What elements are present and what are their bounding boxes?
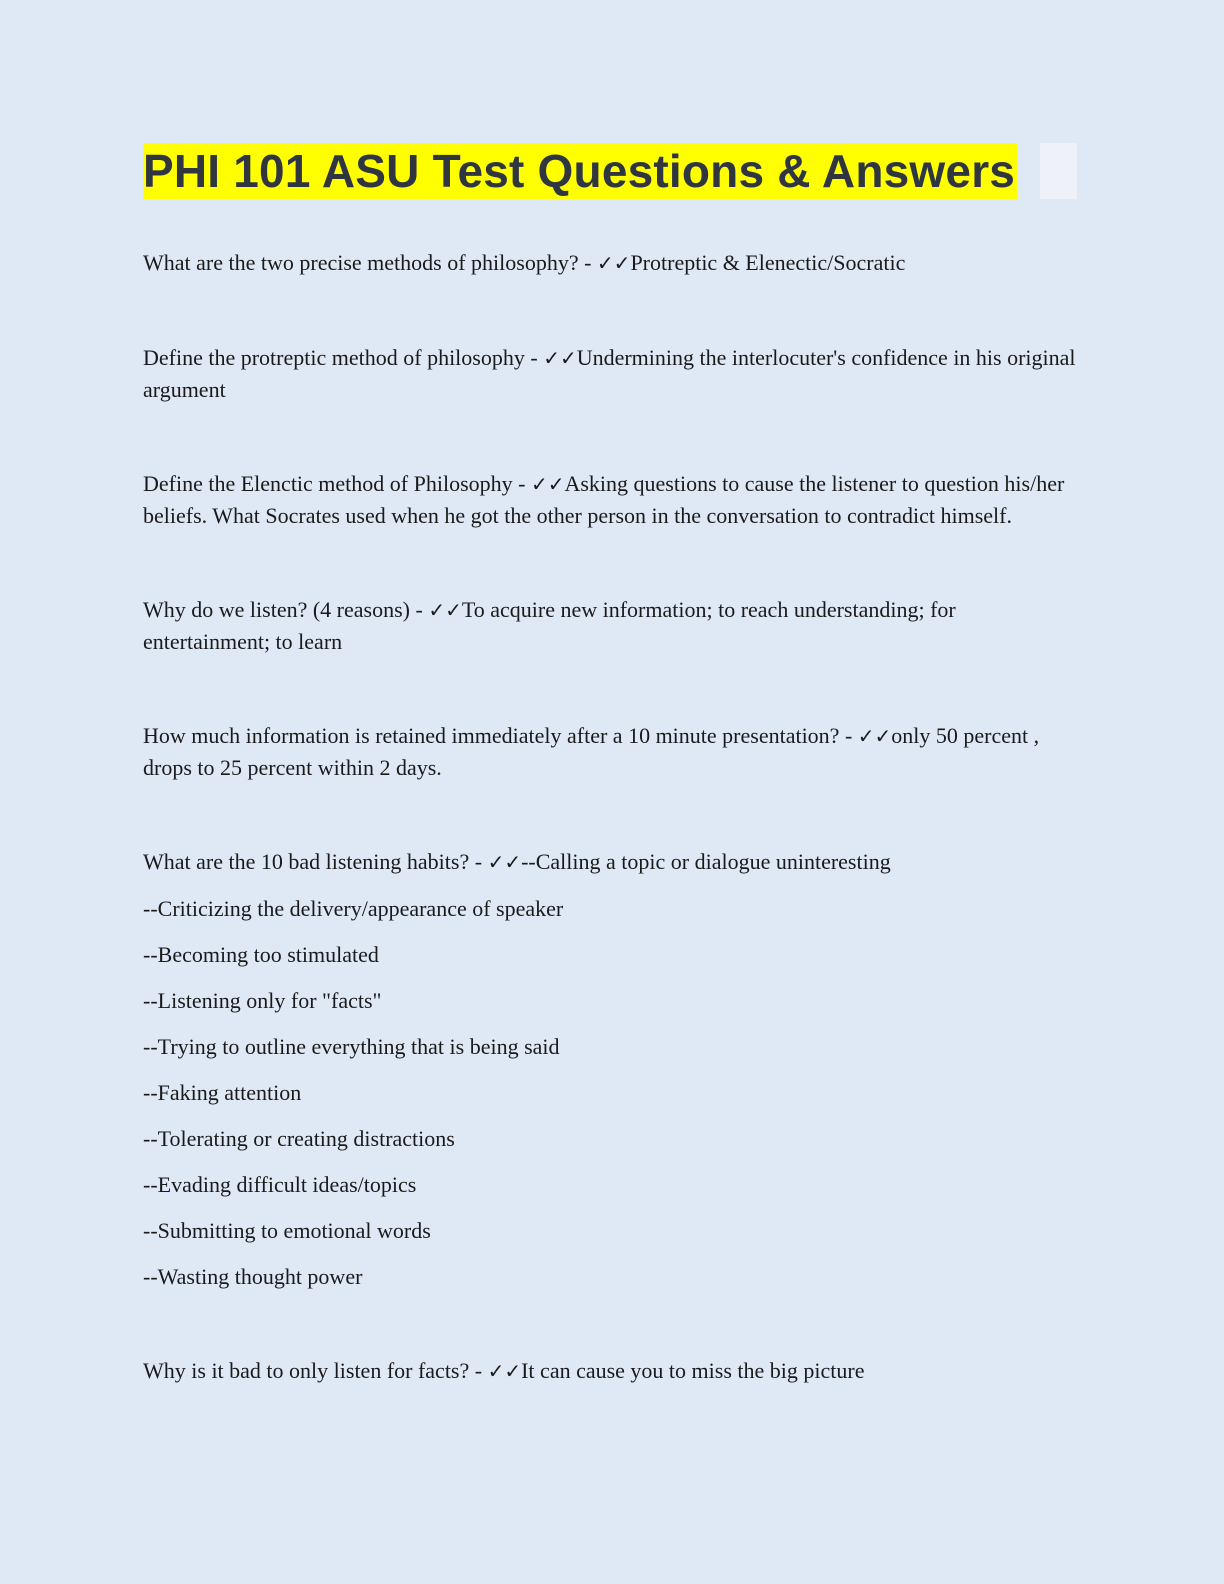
list-item: --Listening only for "facts" [143, 988, 382, 1013]
answer-text: Protreptic & Elenectic/Socratic [630, 250, 906, 275]
qa-entry [143, 846, 1083, 878]
title-highlight-tail [1040, 143, 1077, 199]
check-icon: ✓✓ [596, 251, 631, 275]
check-icon: ✓✓ [543, 346, 577, 370]
qa-entry [143, 594, 1083, 657]
qa-entry [143, 247, 1083, 279]
answer-text: Undermining the interlocuter's confidence in his original argument [143, 345, 1076, 402]
check-icon: ✓✓ [857, 724, 892, 748]
question-text: What are the 10 bad listening habits? - [143, 849, 488, 874]
document-page [143, 143, 1083, 1387]
list-item: --Submitting to emotional words [143, 1218, 431, 1243]
title-block [143, 143, 1083, 199]
qa-entry [143, 342, 1083, 405]
check-icon: ✓✓ [530, 472, 565, 496]
qa-entry [143, 468, 1083, 531]
answer-text: --Calling a topic or dialogue uninteresting [521, 849, 891, 874]
question-text: Define the protreptic method of philosophy - [143, 345, 544, 370]
list-item: --Faking attention [143, 1080, 302, 1105]
qa-entry [143, 1355, 1083, 1387]
question-text: How much information is retained immediately after a 10 minute presentation? - [143, 723, 858, 748]
qa-entry [143, 720, 1083, 783]
answer-text: only 50 percent , drops to 25 percent within 2 days. [143, 723, 1040, 780]
page-title: PHI 101 ASU Test Questions & Answers [143, 145, 1016, 197]
answer-text: Asking questions to cause the listener to question his/her beliefs. What Socrates used when he got the other person in the conversation to contradict himself. [143, 471, 1065, 528]
check-icon: ✓✓ [487, 850, 522, 874]
list-item: --Tolerating or creating distractions [143, 1126, 455, 1151]
check-icon: ✓✓ [428, 598, 462, 622]
answer-text: It can cause you to miss the big picture [521, 1358, 865, 1383]
list-item: --Wasting thought power [143, 1264, 363, 1289]
question-text: Define the Elenctic method of Philosophy - [143, 471, 531, 496]
list-item: --Evading difficult ideas/topics [143, 1172, 417, 1197]
answer-text: To acquire new information; to reach understanding; for entertainment; to learn [143, 597, 956, 654]
question-text: Why do we listen? (4 reasons) - [143, 597, 429, 622]
list-item: --Becoming too stimulated [143, 942, 379, 967]
list-item: --Trying to outline everything that is being said [143, 1034, 560, 1059]
question-text: Why is it bad to only listen for facts? - [143, 1358, 488, 1383]
list-item: --Criticizing the delivery/appearance of speaker [143, 896, 564, 921]
question-text: What are the two precise methods of philosophy? - [143, 250, 597, 275]
check-icon: ✓✓ [487, 1359, 522, 1383]
